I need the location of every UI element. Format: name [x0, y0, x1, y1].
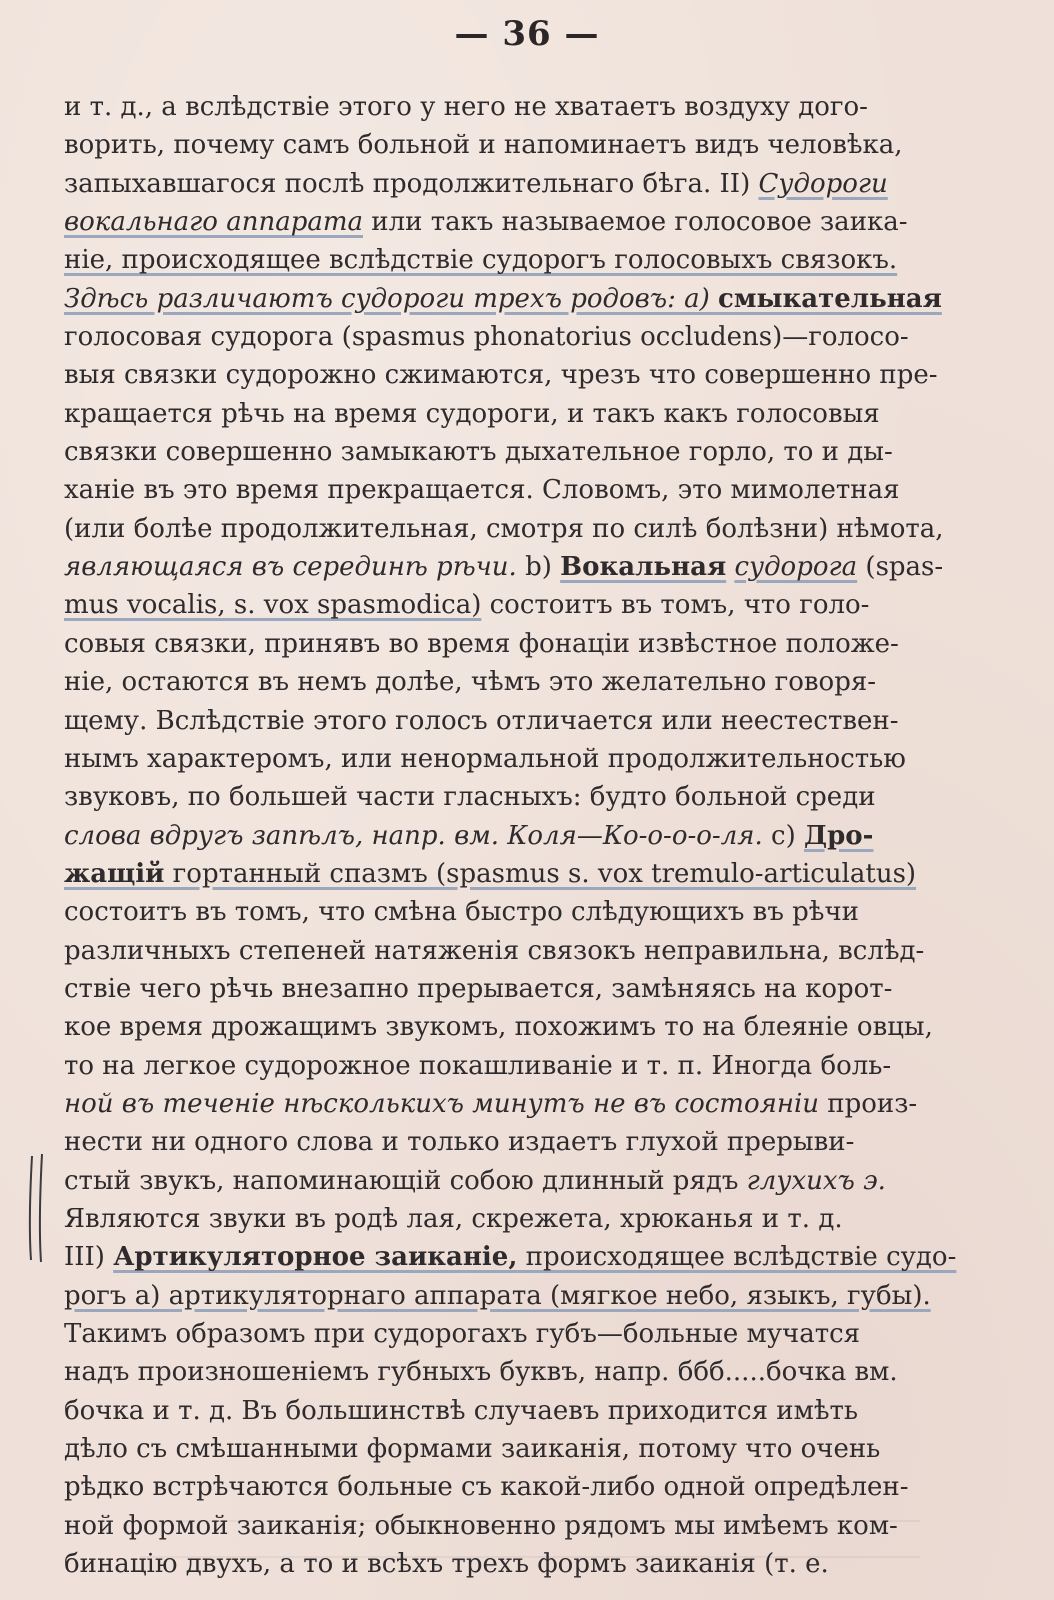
text-segment: с)	[762, 820, 804, 851]
text-line	[64, 1507, 1006, 1545]
text-segment: выя связки судорожно сжимаются, чрезъ что совершенно пре-	[64, 360, 938, 391]
text-line	[64, 1545, 1006, 1583]
text-line	[64, 625, 1006, 663]
underlined-latin-term: mus vocalis, s. vox spasmodica)	[64, 590, 482, 621]
italic-segment: слова вдругъ запѣлъ, напр. вм. Коля—Ко-о-о-о-ля.	[64, 820, 763, 851]
text-line	[64, 1468, 1006, 1506]
text-segment: нымъ характеромъ, или ненормальной продолжительностью	[64, 743, 906, 774]
text-segment: ніе, остаются въ немъ долѣе, чѣмъ это желательно говоря-	[64, 667, 877, 698]
text-line	[64, 280, 1006, 318]
text-line	[64, 433, 1006, 471]
text-segment: бинацію двухъ, а то и всѣхъ трехъ формъ заиканія (т. е.	[64, 1549, 829, 1580]
text-segment: ной формой заиканія; обыкновенно рядомъ мы имѣемъ ком-	[64, 1510, 898, 1541]
text-segment: бочка и т. д. Въ большинствѣ случаевъ приходится имѣть	[64, 1395, 859, 1426]
text-segment: (spas-	[857, 552, 944, 583]
text-segment: III)	[64, 1242, 114, 1273]
page-number: — 36 —	[454, 14, 600, 54]
text-segment: голосовая судорога (spasmus phonatorius occludens)—голосо-	[64, 322, 909, 353]
text-segment: ханіе въ это время прекращается. Словомъ, это мимолетная	[64, 475, 900, 506]
text-segment: Являются звуки въ родѣ лая, скрежета, хрюканья и т. д.	[64, 1203, 843, 1234]
text-line	[64, 1238, 1006, 1276]
italic-segment: являющаяся въ серединѣ рѣчи.	[64, 552, 517, 583]
text-segment: надъ произношеніемъ губныхъ буквъ, напр. ббб.....бочка вм.	[64, 1357, 898, 1388]
text-segment: то на легкое судорожное покашливаніе и т. п. Иногда боль-	[64, 1050, 892, 1081]
text-segment: состоитъ въ томъ, что голо-	[481, 590, 870, 621]
text-segment: дѣло съ смѣшанными формами заиканія, потому что очень	[64, 1434, 881, 1465]
bold-underlined-term: Артикуляторное заиканіе,	[113, 1242, 518, 1273]
text-segment: совыя связки, принявъ во время фонаціи извѣстное положе-	[64, 628, 899, 659]
text-line-underlined	[64, 241, 1006, 279]
text-line	[64, 1200, 1006, 1238]
text-line	[64, 510, 1006, 548]
text-segment: состоитъ въ томъ, что смѣна быстро слѣдующихъ въ рѣчи	[64, 897, 859, 928]
text-segment: или такъ называемое голосовое заика-	[363, 207, 908, 238]
text-line	[64, 318, 1006, 356]
text-segment: рогъ а) артикуляторнаго аппарата (мягкое небо, языкъ, губы).	[64, 1280, 931, 1311]
text-line	[64, 1315, 1006, 1353]
text-segment: Такимъ образомъ при судорогахъ губъ—больные мучатся	[64, 1319, 861, 1349]
bold-underlined-term: смыкательная	[718, 283, 942, 314]
text-line	[64, 356, 1006, 394]
text-segment: запыхавшагося послѣ продолжительнаго бѣга. II)	[64, 168, 759, 199]
text-line	[64, 1353, 1006, 1391]
text-segment: ствіе чего рѣчь внезапно прерывается, замѣняясь на корот-	[64, 973, 893, 1004]
text-line	[64, 471, 1006, 509]
text-line	[64, 395, 1006, 433]
text-line	[64, 702, 1006, 740]
text-segment: и т. д., а вслѣдствіе этого у него не хватаетъ воздуху дого-	[64, 92, 868, 122]
text-line	[64, 1392, 1006, 1430]
text-line	[64, 970, 1006, 1008]
bold-underlined-term: Вокальная	[560, 552, 727, 583]
text-segment: гортанный спазмъ (spasmus s. vox tremulo-articulatus)	[164, 858, 917, 889]
bold-underlined-term: Дро-	[803, 820, 874, 851]
text-line-underlined	[64, 855, 1006, 893]
text-body	[64, 88, 1006, 1583]
text-segment: стый звукъ, напоминающій собою длинный рядъ	[64, 1165, 747, 1196]
text-line	[64, 893, 1006, 931]
text-line	[64, 1430, 1006, 1468]
text-line	[64, 126, 1006, 164]
italic-underlined-term: судорога	[734, 552, 858, 583]
text-segment: кращается рѣчь на время судороги, и такъ какъ голосовыя	[64, 398, 880, 429]
text-line	[64, 817, 1006, 855]
text-segment: рѣдко встрѣчаются больные съ какой-либо одной опредѣлен-	[64, 1472, 909, 1503]
text-line	[64, 1085, 1006, 1123]
text-line	[64, 586, 1006, 624]
text-line	[64, 932, 1006, 970]
text-line	[64, 548, 1006, 586]
text-line	[64, 1047, 1006, 1085]
italic-underlined-term: вокальнаго аппарата	[64, 207, 363, 238]
text-line	[64, 740, 1006, 778]
text-line	[64, 1123, 1006, 1161]
text-segment: ворить, почему самъ больной и напоминаетъ видъ человѣка,	[64, 130, 903, 161]
text-segment: произ-	[819, 1088, 918, 1119]
text-segment: нести ни одного слова и только издаетъ глухой прерыви-	[64, 1127, 855, 1158]
text-line	[64, 88, 1006, 126]
text-segment: различныхъ степеней натяженія связокъ неправильна, вслѣд-	[64, 935, 925, 966]
text-segment: кое время дрожащимъ звукомъ, похожимъ то на блеяніе овцы,	[64, 1012, 933, 1043]
italic-segment: глухихъ э.	[746, 1165, 886, 1196]
text-line-underlined	[64, 1277, 1006, 1315]
text-line	[64, 1162, 1006, 1200]
text-line	[64, 663, 1006, 701]
margin-pencil-mark	[22, 1152, 58, 1264]
text-line	[64, 1008, 1006, 1046]
text-segment: b)	[516, 552, 561, 583]
italic-underlined-term: Судороги	[758, 168, 888, 199]
text-line	[64, 165, 1006, 203]
text-line	[64, 203, 1006, 241]
text-segment: щему. Вслѣдствіе этого голосъ отличается или неестествен-	[64, 705, 899, 736]
text-segment: (или болѣе продолжительная, смотря по силѣ болѣзни) нѣмота,	[64, 513, 944, 544]
underlined-segment: происходящее вслѣдствіе судо-	[517, 1242, 957, 1273]
bold-term: жащій	[64, 858, 165, 889]
text-line	[64, 778, 1006, 816]
italic-underlined-segment: Здѣсь различаютъ судороги трехъ родовъ: а)	[64, 283, 719, 314]
text-segment: связки совершенно замыкаютъ дыхательное горло, то и ды-	[64, 437, 893, 468]
italic-segment: ной въ теченіе нѣсколькихъ минутъ не въ состояніи	[64, 1088, 820, 1119]
text-segment: звуковъ, по большей части гласныхъ: будто больной среди	[64, 782, 876, 813]
text-segment: ніе, происходящее вслѣдствіе судорогъ голосовыхъ связокъ.	[64, 245, 898, 276]
